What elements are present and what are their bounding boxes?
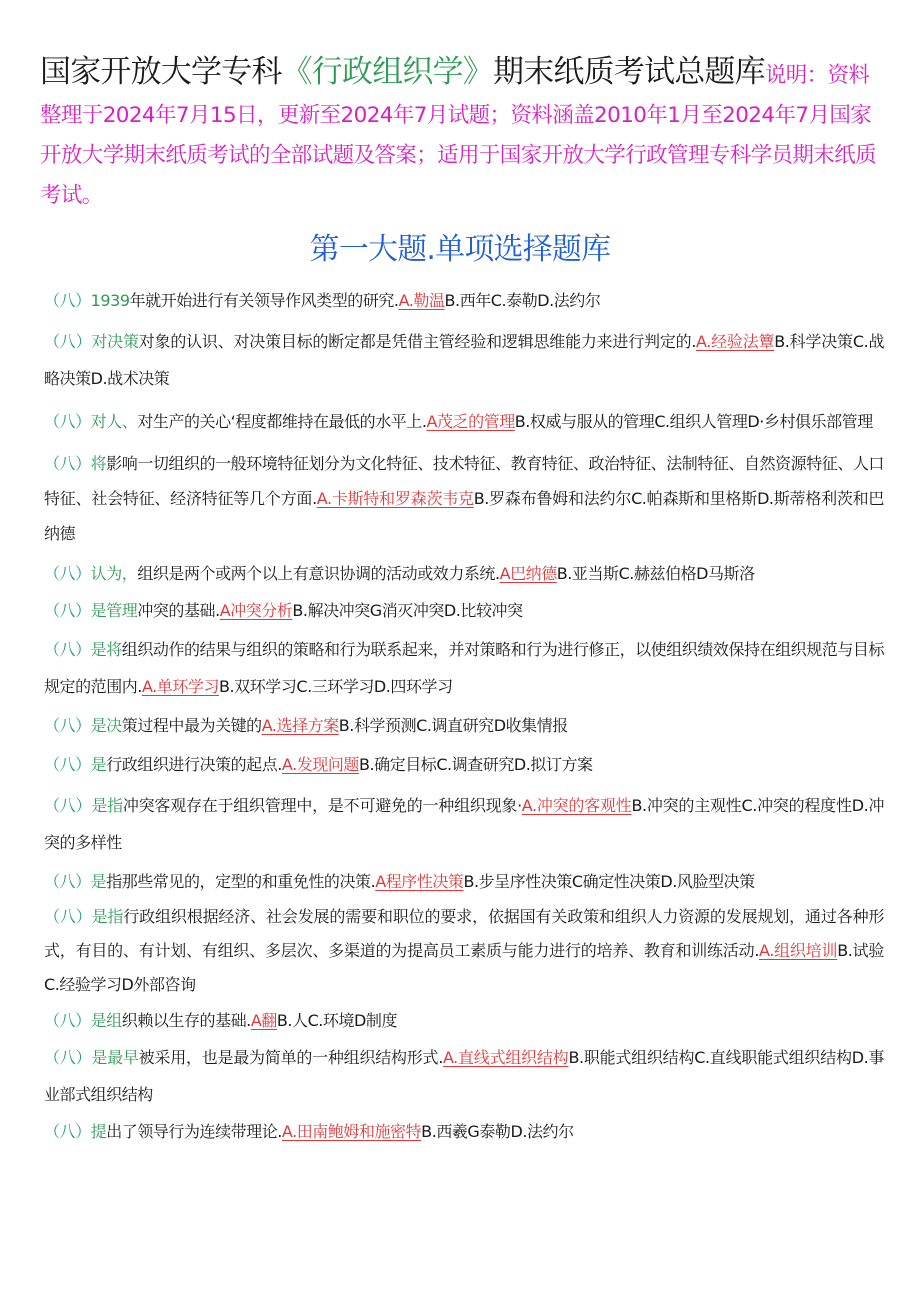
question-answer: A.田南鲍姆和施密特 [281, 1122, 422, 1141]
question-item [44, 446, 884, 551]
question-lead: 提 [90, 1122, 107, 1141]
question-answer: A冲突分析 [219, 601, 293, 620]
document-note: 说明：资料整理于2024年7月15日，更新至2024年7月试题；资料涵盖2010年1月至2024年7月国家开放大学期末纸质考试的全部试题及答案；适用于国家开放大学行政管理专科学员期末纸质考试。 [40, 63, 877, 208]
question-item [44, 1039, 884, 1113]
question-body: 出了领导行为连续带理论. [106, 1122, 282, 1141]
question-item [44, 746, 884, 783]
question-lead: 是管理 [90, 601, 138, 620]
question-item [44, 787, 884, 861]
question-answer: A巴纳德 [499, 564, 557, 583]
question-lead: 是指 [91, 907, 124, 926]
question-marker: （八） [44, 1122, 91, 1141]
question-item [44, 631, 884, 705]
question-marker: （八） [44, 796, 92, 815]
question-lead: 对决策 [91, 332, 139, 351]
question-options: B.职能式组织结构C.直线职能式组织结构D.事业部式组织结构 [44, 1048, 885, 1104]
question-answer: A.勒温 [398, 291, 445, 310]
question-marker: （八） [44, 412, 91, 431]
question-item [44, 555, 884, 592]
question-marker: （八） [44, 872, 91, 891]
question-item [44, 900, 884, 1002]
question-item [44, 1113, 884, 1150]
question-lead: 1939 [90, 291, 130, 310]
question-lead: 是 [90, 755, 107, 774]
question-options: B.科学决策C.战略决策D.战术决策 [44, 332, 884, 388]
question-body: 行政组织进行决策的起点. [106, 755, 282, 774]
question-marker: （八） [44, 755, 91, 774]
question-marker: （八） [44, 332, 92, 351]
document-title: 国家开放大学专科 [40, 54, 282, 90]
question-lead: 是组 [90, 1011, 122, 1030]
question-marker: （八） [44, 601, 91, 620]
question-options: B.权威与服从的管理C.组织人管理D·乡村俱乐部管理 [514, 412, 873, 431]
question-answer: A.冲突的客观性 [521, 796, 632, 815]
title-block [40, 52, 885, 216]
question-body: 组织动作的结果与组织的策略和行为联系起来，并对策略和行为进行修正，以使组织绩效保持在组织规范与目标规定的范围内. [44, 640, 885, 696]
question-body: 对生产的关心‘程度都维持在最低的水平上. [137, 412, 427, 431]
question-lead: 是最早 [91, 1048, 139, 1067]
question-item [44, 1002, 884, 1039]
question-item [44, 863, 884, 900]
question-options: B.确定目标C.调查研究D.拟订方案 [358, 755, 593, 774]
question-options: B.双环学习C.三环学习D.四环学习 [219, 677, 453, 696]
question-marker: （八） [44, 907, 92, 926]
question-item [44, 403, 884, 440]
question-answer: A翻 [250, 1011, 277, 1030]
question-body: 对象的认识、对决策目标的断定都是凭借主管经验和逻辑思维能力来进行判定的. [138, 332, 697, 351]
question-options: B.西羲G泰勒D.法约尔 [421, 1122, 574, 1141]
question-body: 组织是两个或两个以上有意识协调的活动或效力系统. [137, 564, 500, 583]
question-answer: A程序性决策 [375, 872, 464, 891]
question-marker: （八） [44, 1048, 92, 1067]
question-lead: 将 [90, 454, 107, 473]
question-body: 指那些常见的，定型的和重免性的决策. [106, 872, 376, 891]
question-marker: （八） [44, 291, 91, 310]
question-answer: A.单环学习 [141, 677, 219, 696]
question-answer: A.经验法簟 [696, 332, 775, 351]
question-item [44, 707, 884, 744]
course-name: 《行政组织学》 [281, 54, 494, 90]
question-body: 冲突的基础. [137, 601, 220, 620]
question-marker: （八） [44, 454, 91, 473]
question-body: 冲突客观存在于组织管理中，是不可避免的一种组织现象· [122, 796, 522, 815]
question-answer: A.组织培训 [759, 941, 838, 960]
question-options: B.解决冲突G消灭冲突D.比较冲突 [292, 601, 523, 620]
question-lead: 是决 [90, 716, 122, 735]
question-marker: （八） [44, 716, 91, 735]
question-body: 影响一切组织的一般环境特征划分为文化特征、技术特征、教育特征、政治特征、法制特征、自然资源特征、人口特征、社会特征、经济特征等几个方面. [44, 454, 884, 508]
question-options: B.试验C.经验学习D外部咨询 [44, 941, 884, 994]
question-answer: A.发现问题 [281, 755, 359, 774]
question-options: B.人C.环境D制度 [276, 1011, 398, 1030]
question-options: B.科学预测C.调直研究D收集情报 [338, 716, 568, 735]
question-lead: 是 [90, 872, 107, 891]
question-options: B.冲突的主观性C.冲突的程度性D.冲突的多样性 [44, 796, 884, 852]
section-heading: 第一大题.单项选择题库 [309, 232, 611, 267]
question-body: 年就开始进行有关领导作风类型的研究. [129, 291, 399, 310]
question-body: 策过程中最为关键的 [121, 716, 262, 735]
question-marker: （八） [44, 640, 91, 659]
question-item [44, 592, 884, 629]
question-lead: 认为， [90, 564, 138, 583]
question-lead: 对人、 [90, 412, 138, 431]
question-lead: 是指 [91, 796, 123, 815]
question-options: B.亚当斯C.赫兹伯格D马斯洛 [556, 564, 755, 583]
question-marker: （八） [44, 1011, 91, 1030]
question-options: B.罗森布鲁姆和法约尔C.帕森斯和里格斯D.斯蒂格利茨和巴纳德 [44, 489, 884, 543]
question-marker: （八） [44, 564, 91, 583]
question-answer: A.选择方案 [261, 716, 339, 735]
question-body: 被采用，也是最为简单的一种组织结构形式. [138, 1048, 443, 1067]
question-answer: A茂乏的管理 [426, 412, 515, 431]
question-item [44, 282, 884, 319]
question-answer: A.卡斯特和罗森茨韦克 [316, 489, 474, 508]
question-list [44, 282, 884, 1150]
question-item [44, 323, 884, 397]
question-options: B.步呈序性决策C确定性决策D.风脸型决策 [463, 872, 755, 891]
question-body: 织赖以生存的基础. [121, 1011, 251, 1030]
question-options: B.西年C.泰勒D.法约尔 [444, 291, 601, 310]
question-body: 行政组织根据经济、社会发展的需要和职位的要求，依据国有关政策和组织人力资源的发展规划，通过各种形式，有目的、有计划、有组织、多层次、多渠道的为提高员工素质与能力进行的培养、教育和训练活动. [44, 907, 885, 960]
question-answer: A.直线式组织结构 [442, 1048, 569, 1067]
question-lead: 是将 [90, 640, 122, 659]
document-title-suffix: 期末纸质考试总题库 [493, 54, 765, 90]
